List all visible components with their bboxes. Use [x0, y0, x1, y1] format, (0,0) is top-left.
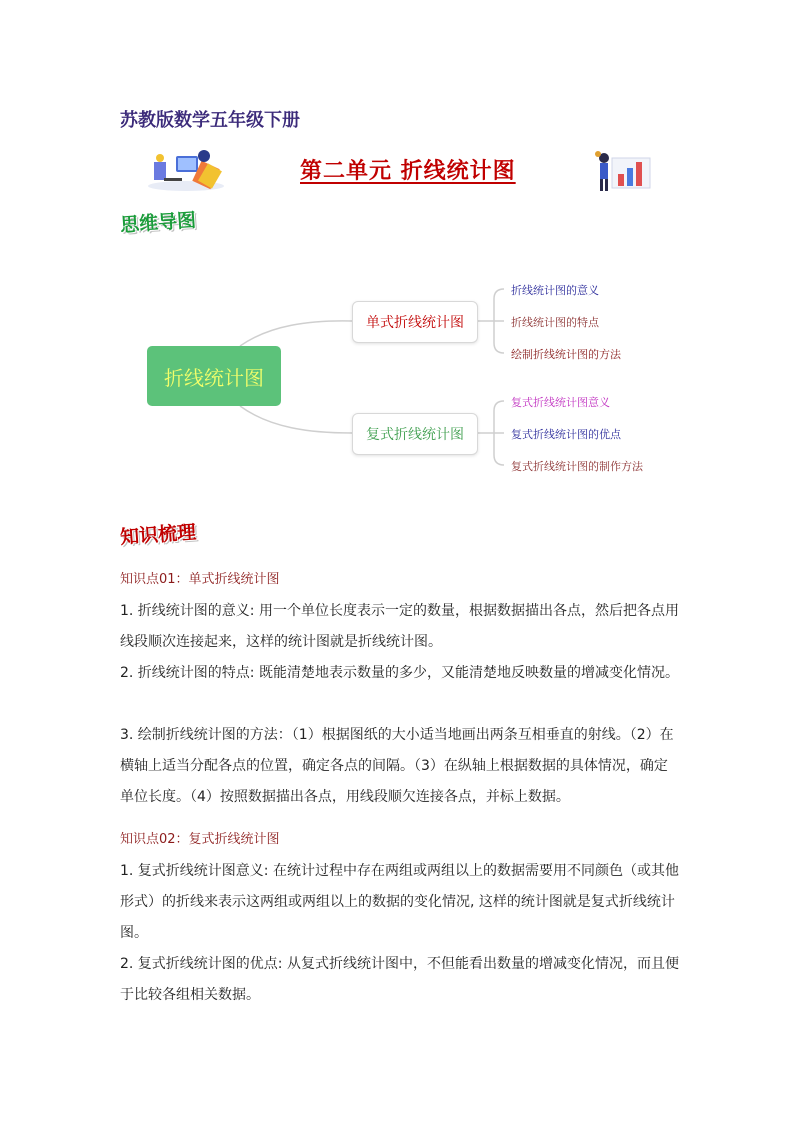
- knowledge-point-title: 知识点02：复式折线统计图: [120, 832, 280, 847]
- unit-title: 第二单元 折线统计图: [300, 158, 516, 184]
- mind-map-leaf: 复式折线统计图的优点: [511, 428, 621, 441]
- mind-map-leaf: 折线统计图的特点: [511, 316, 599, 329]
- knowledge-point-title: 知识点01：单式折线统计图: [120, 572, 280, 587]
- paragraph: 2. 折线统计图的特点: 既能清楚地表示数量的多少，又能清楚地反映数量的增减变化情况。: [120, 665, 679, 681]
- knowledge-section-title: 知识梳理: [119, 521, 197, 549]
- mind-map-section-title: 思维导图: [119, 209, 197, 237]
- office-illustration-icon: [146, 148, 226, 192]
- mind-map-branch-compound: 复式折线统计图: [352, 413, 478, 455]
- book-title: 苏教版数学五年级下册: [120, 110, 300, 131]
- paragraph: 1. 折线统计图的意义: 用一个单位长度表示一定的数量，根据数据描出各点，然后把各点用线段顺次连接起来，这样的统计图就是折线统计图。: [120, 603, 679, 650]
- mind-map-branch-simple: 单式折线统计图: [352, 301, 478, 343]
- unit-header: [0, 148, 794, 194]
- mind-map-leaf: 绘制折线统计图的方法: [511, 348, 621, 361]
- mind-map-leaf: 复式折线统计图的制作方法: [511, 460, 643, 473]
- mind-map-root: 折线统计图: [147, 346, 281, 406]
- paragraph: 3. 绘制折线统计图的方法：（1）根据图纸的大小适当地画出两条互相垂直的射线。（2）在横轴上适当分配各点的位置，确定各点的间隔。（3）在纵轴上根据数据的具体情况，确定单位长度。（4）按照数据描出各点，用线段顺欠连接各点，并标上数据。: [120, 727, 674, 805]
- mind-map-leaf: 折线统计图的意义: [511, 284, 599, 297]
- paragraph: 1. 复式折线统计图意义: 在统计过程中存在两组或两组以上的数据需要用不同颜色（或其他形式）的折线来表示这两组或两组以上的数据的变化情况, 这样的统计图就是复式折线统计图。: [120, 863, 679, 941]
- mind-map-leaf: 复式折线统计图意义: [511, 396, 610, 409]
- mind-map: [0, 270, 794, 490]
- paragraph: 2. 复式折线统计图的优点: 从复式折线统计图中，不但能看出数量的增减变化情况，而且便于比较各组相关数据。: [120, 956, 679, 1003]
- chart-presentation-icon: [592, 148, 656, 192]
